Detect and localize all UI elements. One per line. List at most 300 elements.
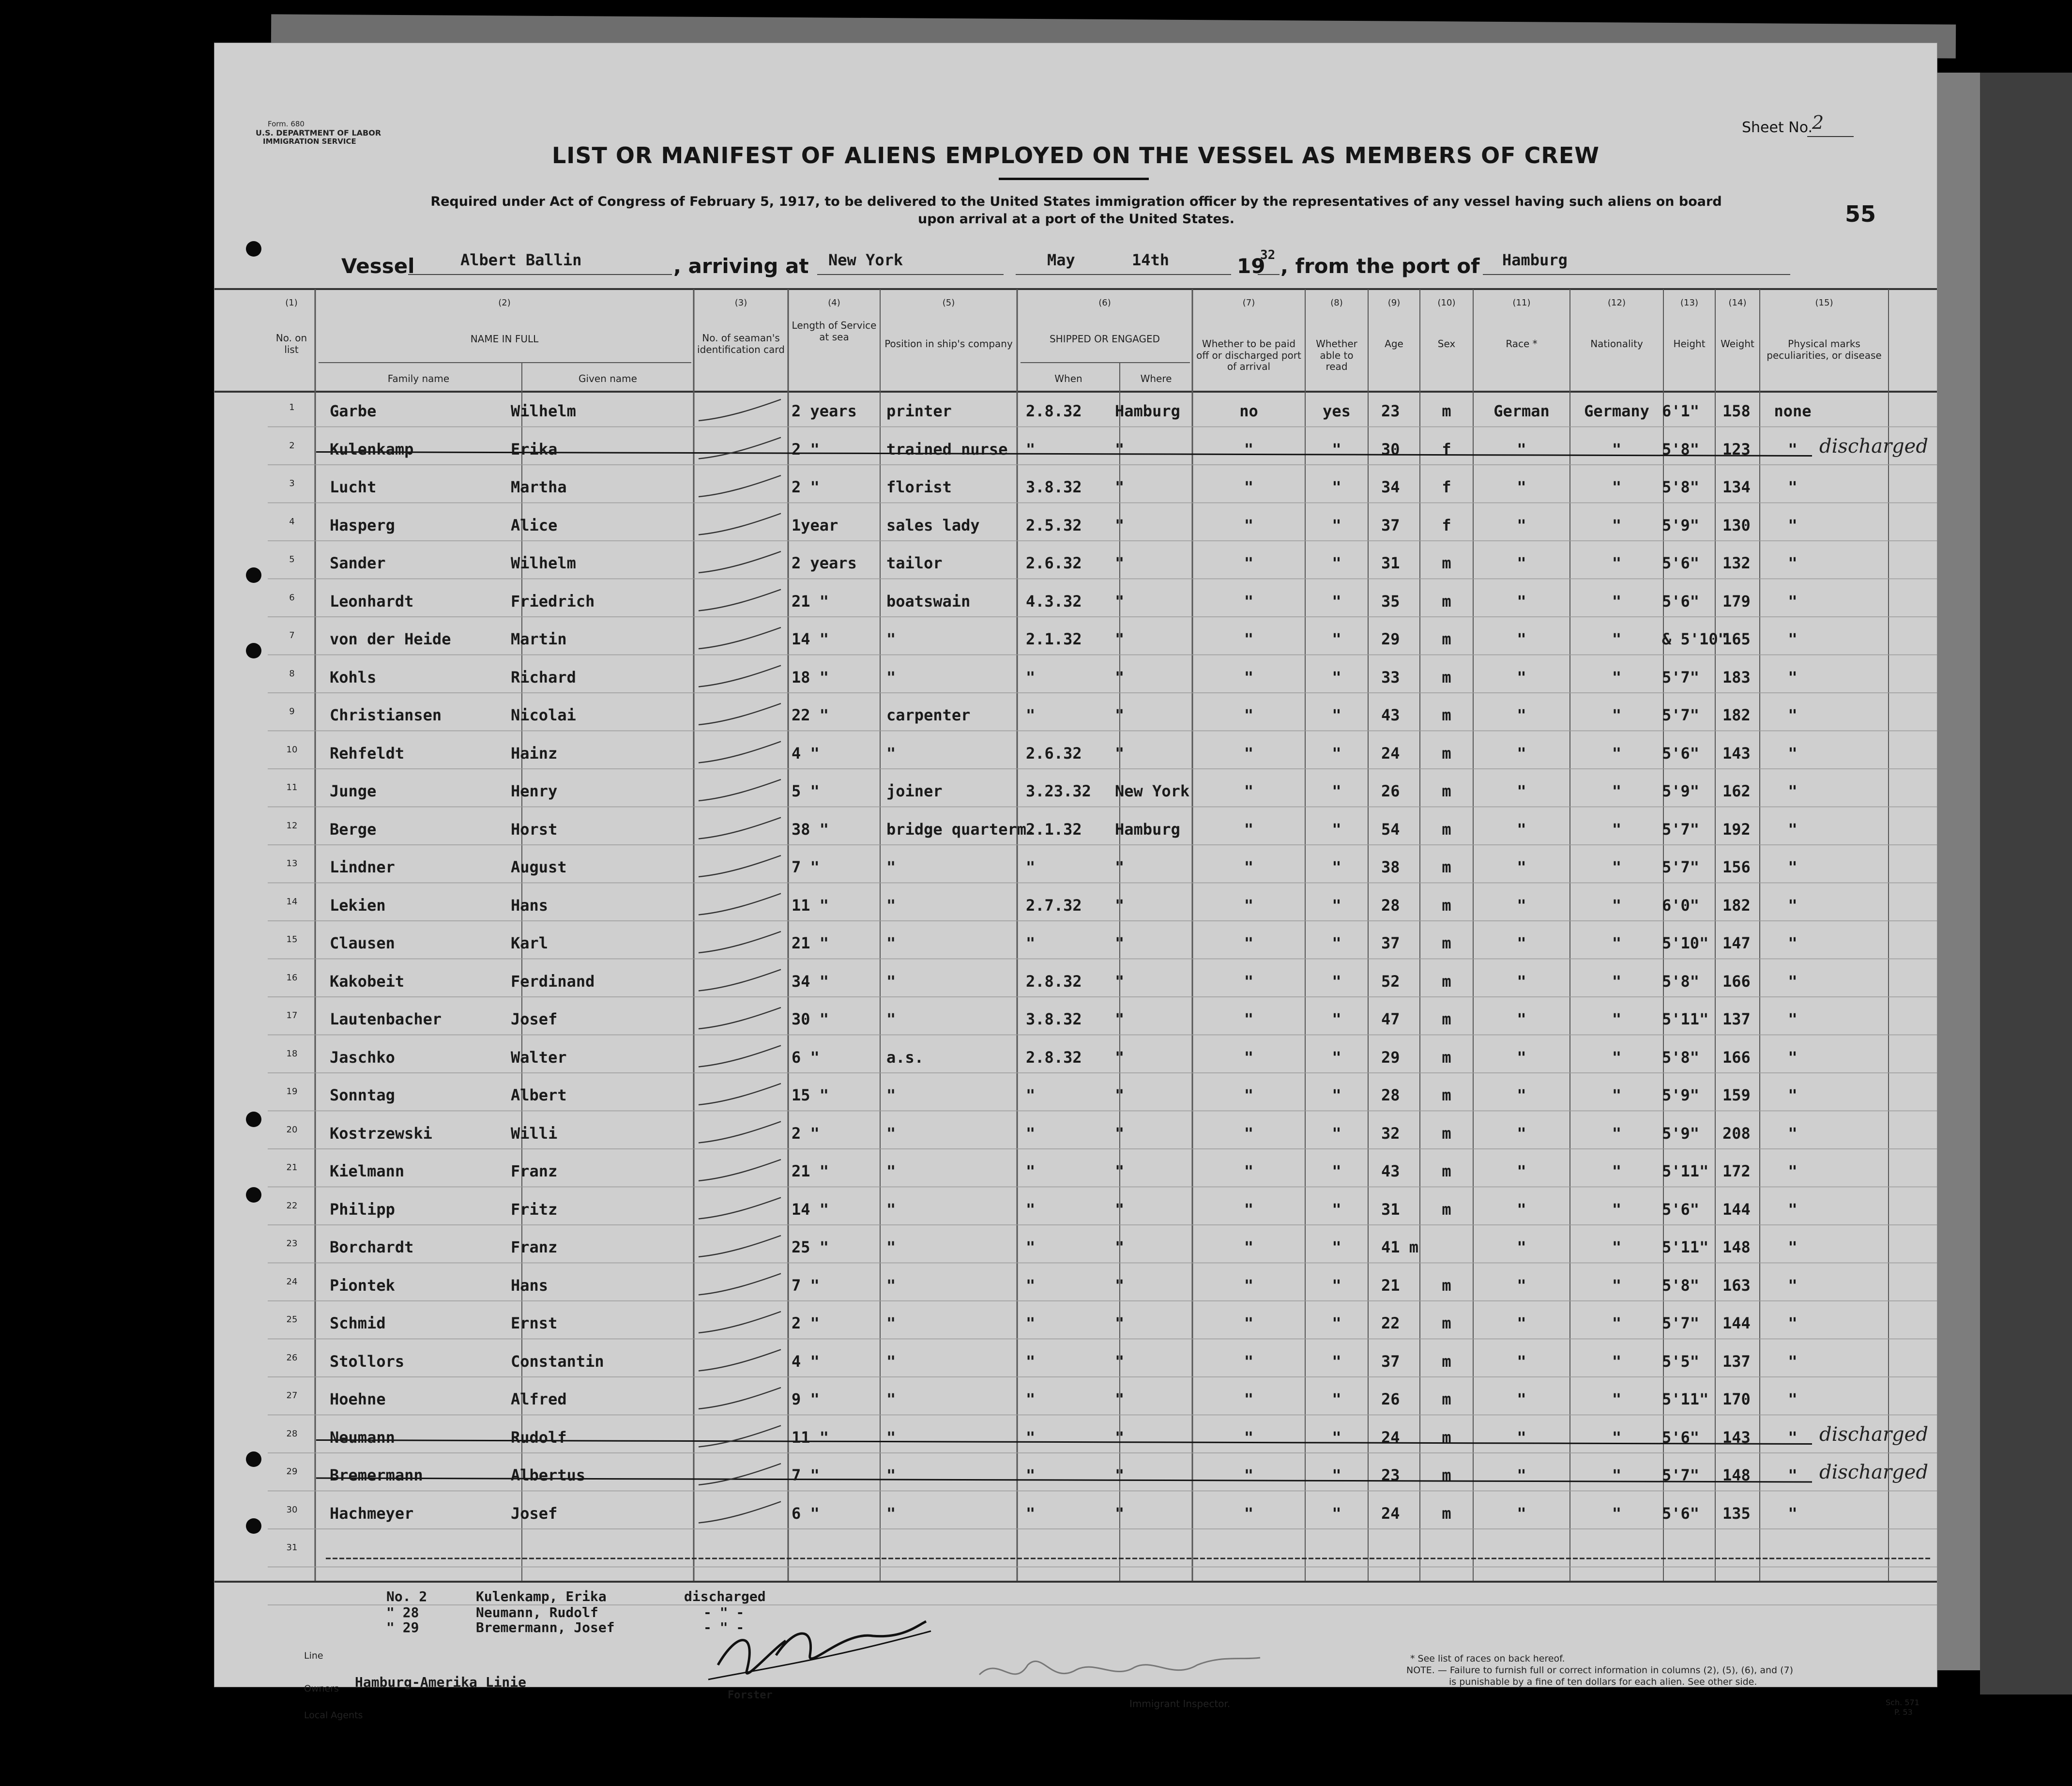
position: "	[886, 858, 896, 876]
shipped-where: "	[1115, 896, 1125, 915]
paid-off: "	[1244, 554, 1254, 572]
physical-marks: "	[1788, 706, 1798, 724]
row-number: 30	[286, 1504, 298, 1515]
weight: 135	[1722, 1504, 1751, 1523]
able-to-read: "	[1332, 1086, 1341, 1104]
given-name: Josef	[511, 1504, 558, 1523]
column-header-pos: Position in ship's company	[884, 338, 1013, 350]
race: German	[1493, 402, 1550, 420]
nationality: "	[1612, 1352, 1622, 1371]
given-name: August	[511, 858, 567, 876]
nationality: "	[1612, 934, 1622, 952]
physical-marks: "	[1788, 1048, 1798, 1067]
shipped-where: "	[1115, 478, 1125, 496]
card-check-mark	[699, 590, 781, 611]
page-stamp: 55	[1845, 201, 1876, 227]
length-of-service: 5 "	[792, 782, 820, 800]
shipped-where: "	[1115, 516, 1125, 534]
column-header-paid: Whether to be paid off or discharged port of arrival	[1196, 338, 1301, 373]
card-check-mark	[699, 1046, 781, 1067]
shipped-where: "	[1115, 1200, 1125, 1219]
age: 47	[1381, 1010, 1400, 1028]
family-name: Berge	[330, 820, 377, 839]
shipped-when: "	[1026, 934, 1036, 952]
sex: m	[1442, 820, 1451, 839]
column-header-marks: Physical marks peculiarities, or disease	[1767, 338, 1882, 361]
row-number: 3	[289, 478, 295, 488]
physical-marks: "	[1788, 972, 1798, 991]
position: tailor	[886, 554, 943, 572]
given-name: Hans	[511, 896, 548, 915]
row-number: 25	[286, 1314, 298, 1325]
shipped-when: 2.6.32	[1026, 744, 1082, 763]
able-to-read: "	[1332, 972, 1341, 991]
row-number: 1	[289, 402, 295, 412]
nationality: "	[1612, 744, 1622, 763]
card-check-mark	[699, 1312, 781, 1333]
family-name: Clausen	[330, 934, 395, 952]
age: 37	[1381, 516, 1400, 534]
shipped-when: "	[1026, 1428, 1036, 1447]
given-name: Albertus	[511, 1466, 586, 1484]
age: 26	[1381, 1390, 1400, 1408]
able-to-read: "	[1332, 1466, 1341, 1484]
weight: 148	[1722, 1466, 1751, 1484]
shipped-where: "	[1115, 1390, 1125, 1408]
shipped-where: "	[1115, 1010, 1125, 1028]
given-name: Hans	[511, 1276, 548, 1295]
position: "	[886, 934, 896, 952]
weight: 137	[1722, 1352, 1751, 1371]
race: "	[1517, 516, 1526, 534]
given-name: Wilhelm	[511, 554, 576, 572]
column-header-height: Height	[1673, 338, 1706, 350]
weight: 147	[1722, 934, 1751, 952]
physical-marks: "	[1788, 1428, 1798, 1447]
position: "	[886, 1086, 896, 1104]
position: "	[886, 1352, 896, 1371]
family-name: Hoehne	[330, 1390, 386, 1408]
physical-marks: "	[1788, 1352, 1798, 1371]
weight: 182	[1722, 896, 1751, 915]
nationality: "	[1612, 1200, 1622, 1219]
nationality: "	[1612, 554, 1622, 572]
card-check-mark	[699, 855, 781, 877]
height: 5'7"	[1662, 706, 1700, 724]
sex: m	[1442, 1428, 1451, 1447]
line-label: Line	[304, 1650, 323, 1661]
age: 31	[1381, 554, 1400, 572]
nationality: "	[1612, 1276, 1622, 1295]
nationality: "	[1612, 820, 1622, 839]
able-to-read: "	[1332, 630, 1341, 648]
card-check-mark	[699, 1464, 781, 1485]
arrival-day: 14th	[1132, 251, 1170, 269]
family-name: Lautenbacher	[330, 1010, 442, 1028]
column-number-marks: (15)	[1815, 298, 1833, 308]
height: 5'7"	[1662, 1466, 1700, 1484]
year-prefix: 19	[1237, 254, 1265, 278]
height: 5'10"	[1662, 934, 1709, 952]
weight: 162	[1722, 782, 1751, 800]
age: 37	[1381, 1352, 1400, 1371]
shipped-when: 2.1.32	[1026, 820, 1082, 839]
family-name: Christiansen	[330, 706, 442, 724]
race: "	[1517, 1200, 1526, 1219]
able-to-read: "	[1332, 782, 1341, 800]
given-name: Constantin	[511, 1352, 604, 1371]
position: bridge quarterm.	[886, 820, 1036, 839]
family-name: Lucht	[330, 478, 377, 496]
given-name: Hainz	[511, 744, 558, 763]
paid-off: "	[1244, 1200, 1254, 1219]
inspector-signature	[970, 1646, 1270, 1699]
position: carpenter	[886, 706, 971, 724]
shipped-where: "	[1115, 1276, 1125, 1295]
punch-hole	[246, 1112, 261, 1127]
position: "	[886, 1238, 896, 1256]
given-name: Willi	[511, 1124, 558, 1143]
shipped-where: "	[1115, 1238, 1125, 1256]
position: "	[886, 1428, 896, 1447]
height: 5'8"	[1662, 478, 1700, 496]
able-to-read: "	[1332, 478, 1341, 496]
race: "	[1517, 1238, 1526, 1256]
race: "	[1517, 1466, 1526, 1484]
position: "	[886, 1390, 896, 1408]
form-number: Form. 680	[268, 120, 305, 128]
height: 5'6"	[1662, 1200, 1700, 1219]
age: 22	[1381, 1314, 1400, 1332]
race: "	[1517, 1010, 1526, 1028]
length-of-service: 14 "	[792, 630, 829, 648]
shipped-when: 3.23.32	[1026, 782, 1091, 800]
position: a.s.	[886, 1048, 924, 1067]
paid-off: no	[1239, 402, 1258, 420]
nationality: "	[1612, 668, 1622, 687]
height: 5'11"	[1662, 1238, 1709, 1256]
note-29-status: - " -	[703, 1619, 745, 1635]
height: 5'6"	[1662, 1504, 1700, 1523]
weight: 165	[1722, 630, 1751, 648]
p-number: P. 53	[1894, 1708, 1913, 1717]
paid-off: "	[1244, 1428, 1254, 1447]
sex: f	[1442, 516, 1451, 534]
family-name: Sonntag	[330, 1086, 395, 1104]
length-of-service: 1year	[792, 516, 838, 534]
family-name: Kielmann	[330, 1162, 405, 1180]
given-name: Ferdinand	[511, 972, 595, 991]
nationality: "	[1612, 478, 1622, 496]
shipped-where: "	[1115, 554, 1125, 572]
physical-marks: "	[1788, 554, 1798, 572]
background-edge	[1980, 73, 2072, 1694]
row-number: 15	[286, 934, 298, 945]
length-of-service: 2 "	[792, 1124, 820, 1143]
note-28-name: Neumann, Rudolf	[476, 1604, 598, 1620]
paid-off: "	[1244, 516, 1254, 534]
shipped-where: "	[1115, 1428, 1125, 1447]
card-check-mark	[699, 514, 781, 535]
position: "	[886, 668, 896, 687]
family-name: Stollors	[330, 1352, 405, 1371]
sex: m	[1442, 1352, 1451, 1371]
card-check-mark	[699, 1007, 781, 1029]
arriving-port: New York	[828, 251, 903, 269]
nationality: "	[1612, 706, 1622, 724]
length-of-service: 15 "	[792, 1086, 829, 1104]
race: "	[1517, 858, 1526, 876]
position: "	[886, 1504, 896, 1523]
height: 5'8"	[1662, 972, 1700, 991]
height: 5'6"	[1662, 554, 1700, 572]
physical-marks: "	[1788, 1200, 1798, 1219]
year-suffix: 32	[1260, 248, 1276, 262]
column-number-pos: (5)	[942, 298, 955, 308]
race: "	[1517, 1314, 1526, 1332]
physical-marks: "	[1788, 1010, 1798, 1028]
physical-marks: "	[1788, 934, 1798, 952]
column-header-service: Length of Service at sea	[792, 320, 877, 343]
physical-marks: none	[1774, 402, 1812, 420]
height: 5'11"	[1662, 1010, 1709, 1028]
height: 5'6"	[1662, 592, 1700, 611]
weight: 170	[1722, 1390, 1751, 1408]
row-number: 4	[289, 516, 295, 527]
family-name: Garbe	[330, 402, 377, 420]
family-name: Lekien	[330, 896, 386, 915]
able-to-read: "	[1332, 858, 1341, 876]
family-name: Kohls	[330, 668, 377, 687]
weight: 166	[1722, 1048, 1751, 1067]
nationality: "	[1612, 1390, 1622, 1408]
height: 5'8"	[1662, 440, 1700, 458]
position: "	[886, 1162, 896, 1180]
family-name: von der Heide	[330, 630, 451, 648]
physical-marks: "	[1788, 820, 1798, 839]
age: 23	[1381, 1466, 1400, 1484]
shipped-when: "	[1026, 1276, 1036, 1295]
column-number-height: (13)	[1680, 298, 1698, 308]
able-to-read: "	[1332, 896, 1341, 915]
note-28-no: " 28	[386, 1604, 419, 1620]
physical-marks: "	[1788, 1086, 1798, 1104]
given-name: Erika	[511, 440, 558, 458]
shipped-where: "	[1115, 1466, 1125, 1484]
nationality: "	[1612, 1466, 1622, 1484]
family-name: Kulenkamp	[330, 440, 414, 458]
paid-off: "	[1244, 630, 1254, 648]
physical-marks: "	[1788, 592, 1798, 611]
nationality: "	[1612, 630, 1622, 648]
age: 29	[1381, 1048, 1400, 1067]
age: 24	[1381, 744, 1400, 763]
paid-off: "	[1244, 1504, 1254, 1523]
shipped-when: 2.7.32	[1026, 896, 1082, 915]
vessel-lines	[214, 43, 1937, 295]
sex: m	[1442, 972, 1451, 991]
length-of-service: 11 "	[792, 1428, 829, 1447]
card-check-mark	[699, 438, 781, 459]
column-number-read: (8)	[1330, 298, 1343, 308]
age: 28	[1381, 896, 1400, 915]
shipped-when: "	[1026, 1238, 1036, 1256]
column-header-where: Where	[1140, 373, 1172, 384]
agents-label: Local Agents	[304, 1710, 363, 1721]
height: 5'9"	[1662, 782, 1700, 800]
position: florist	[886, 478, 952, 496]
paid-off: "	[1244, 1276, 1254, 1295]
length-of-service: 7 "	[792, 1276, 820, 1295]
subtitle-line-1: Required under Act of Congress of February 5, 1917, to be delivered to the United States immigration officer by the representatives of any vessel having such aliens on board	[430, 194, 1722, 209]
age: 35	[1381, 592, 1400, 611]
shipped-where: "	[1115, 440, 1125, 458]
able-to-read: "	[1332, 1276, 1341, 1295]
physical-marks: "	[1788, 1162, 1798, 1180]
row-number: 14	[286, 896, 298, 907]
column-header-age: Age	[1385, 338, 1403, 350]
vessel-name: Albert Ballin	[460, 251, 582, 269]
length-of-service: 11 "	[792, 896, 829, 915]
row-number: 20	[286, 1124, 298, 1135]
row-number: 2	[289, 440, 295, 451]
race: "	[1517, 1276, 1526, 1295]
shipped-when: "	[1026, 1086, 1036, 1104]
sex: m	[1442, 1010, 1451, 1028]
height: 5'11"	[1662, 1390, 1709, 1408]
age: 43	[1381, 1162, 1400, 1180]
master-signature	[699, 1612, 941, 1694]
column-number-nat: (12)	[1608, 298, 1626, 308]
paid-off: "	[1244, 1352, 1254, 1371]
able-to-read: "	[1332, 1010, 1341, 1028]
physical-marks: "	[1788, 1124, 1798, 1143]
race: "	[1517, 1048, 1526, 1067]
shipped-where: "	[1115, 1086, 1125, 1104]
punch-hole	[246, 1451, 261, 1467]
position: joiner	[886, 782, 943, 800]
shipped-where: "	[1115, 934, 1125, 952]
nationality: Germany	[1584, 402, 1649, 420]
shipped-when: "	[1026, 668, 1036, 687]
physical-marks: "	[1788, 440, 1798, 458]
length-of-service: 21 "	[792, 934, 829, 952]
card-check-mark	[699, 627, 781, 649]
shipped-when: 2.5.32	[1026, 516, 1082, 534]
discharged-note: discharged	[1819, 1461, 1928, 1483]
row-number: 6	[289, 592, 295, 603]
position: "	[886, 630, 896, 648]
card-check-mark	[699, 1502, 781, 1523]
card-check-mark	[699, 818, 781, 839]
sex: m	[1442, 1086, 1451, 1104]
race: "	[1517, 934, 1526, 952]
height: 5'9"	[1662, 1086, 1700, 1104]
departure-port: Hamburg	[1502, 251, 1568, 269]
card-check-mark	[699, 475, 781, 497]
paid-off: "	[1244, 440, 1254, 458]
shipped-when: "	[1026, 1390, 1036, 1408]
weight: 134	[1722, 478, 1751, 496]
race: "	[1517, 1162, 1526, 1180]
department: U.S. DEPARTMENT OF LABOR	[256, 128, 381, 137]
height: 5'7"	[1662, 858, 1700, 876]
height: 5'6"	[1662, 744, 1700, 763]
inspector-label: Immigrant Inspector.	[1129, 1698, 1231, 1710]
nationality: "	[1612, 1504, 1622, 1523]
shipped-where: "	[1115, 668, 1125, 687]
shipped-when: 3.8.32	[1026, 1010, 1082, 1028]
sex: m	[1442, 1504, 1451, 1523]
weight: 159	[1722, 1086, 1751, 1104]
subtitle-line-2: upon arrival at a port of the United States.	[918, 212, 1234, 227]
nationality: "	[1612, 1086, 1622, 1104]
length-of-service: 4 "	[792, 1352, 820, 1371]
punch-hole	[246, 1518, 261, 1534]
given-name: Alice	[511, 516, 558, 534]
position: sales lady	[886, 516, 980, 534]
sex: m	[1442, 1466, 1451, 1484]
position: "	[886, 1466, 896, 1484]
physical-marks: "	[1788, 1466, 1798, 1484]
able-to-read: "	[1332, 1162, 1341, 1180]
physical-marks: "	[1788, 896, 1798, 915]
able-to-read: yes	[1323, 402, 1351, 420]
able-to-read: "	[1332, 1238, 1341, 1256]
length-of-service: 38 "	[792, 820, 829, 839]
shipped-where: "	[1115, 592, 1125, 611]
position: "	[886, 1124, 896, 1143]
race: "	[1517, 668, 1526, 687]
sex: m	[1442, 402, 1451, 420]
paid-off: "	[1244, 972, 1254, 991]
length-of-service: 30 "	[792, 1010, 829, 1028]
shipped-when: 2.8.32	[1026, 402, 1082, 420]
card-check-mark	[699, 1236, 781, 1257]
note-2-no: No. 2	[386, 1588, 427, 1604]
physical-marks: "	[1788, 1390, 1798, 1408]
arriving-label: , arriving at	[673, 254, 809, 278]
sex: m	[1442, 1314, 1451, 1332]
able-to-read: "	[1332, 1200, 1341, 1219]
family-name: Neumann	[330, 1428, 395, 1447]
card-check-mark	[699, 970, 781, 991]
shipped-when: 2.6.32	[1026, 554, 1082, 572]
height: 6'0"	[1662, 896, 1700, 915]
weight: 166	[1722, 972, 1751, 991]
card-check-mark	[699, 1350, 781, 1371]
card-check-mark	[699, 1122, 781, 1143]
position: "	[886, 896, 896, 915]
given-name: Richard	[511, 668, 576, 687]
nationality: "	[1612, 1048, 1622, 1067]
height: 6'1"	[1662, 402, 1700, 420]
height: 5'6"	[1662, 1428, 1700, 1447]
given-name: Horst	[511, 820, 558, 839]
note-2-status: discharged	[684, 1588, 766, 1604]
row-number: 9	[289, 706, 295, 717]
column-number-card: (3)	[734, 298, 747, 308]
sex: m	[1442, 1200, 1451, 1219]
nationality: "	[1612, 1428, 1622, 1447]
nationality: "	[1612, 1238, 1622, 1256]
column-header-when: When	[1054, 373, 1082, 384]
shipped-where: "	[1115, 744, 1125, 763]
family-name: Sander	[330, 554, 386, 572]
paid-off: "	[1244, 1048, 1254, 1067]
given-name: Fritz	[511, 1200, 558, 1219]
sex: m	[1442, 896, 1451, 915]
